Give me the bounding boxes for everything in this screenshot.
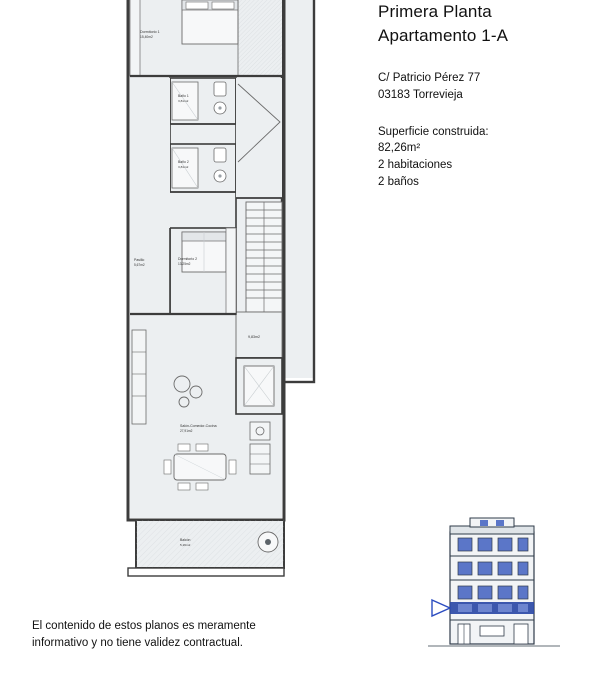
label-bano-1 xyxy=(178,94,189,103)
bathrooms-count: 2 baños xyxy=(378,175,419,188)
floor-plan-drawing xyxy=(122,0,322,592)
room-name: Salón-Comedor-Cocina xyxy=(180,424,217,428)
plan-title xyxy=(378,0,593,48)
title-line-apartment: Apartamento 1-A xyxy=(378,26,509,46)
building-elevation-drawing xyxy=(424,512,564,652)
landing-area-label: 9,83m2 xyxy=(248,335,260,339)
disclaimer-line-1: El contenido de estos planos es meramente xyxy=(32,620,256,632)
room-area: 5,26m2 xyxy=(180,543,191,547)
room-name: Balcón xyxy=(180,538,191,542)
room-name: Baño 2 xyxy=(178,160,189,164)
address-city: 03183 Torrevieja xyxy=(378,88,463,101)
elevator-shaft xyxy=(236,358,282,414)
info-panel xyxy=(378,0,593,190)
disclaimer xyxy=(32,618,352,651)
roof-parapet xyxy=(450,518,534,534)
room-pasillo xyxy=(130,78,170,314)
room-name: Dormitorio 1 xyxy=(140,30,160,34)
room-area: 3,81m2 xyxy=(178,99,189,103)
room-name: Baño 1 xyxy=(178,94,189,98)
surface-block xyxy=(378,124,593,191)
surface-value: 82,26m² xyxy=(378,142,421,155)
room-dormitorio-2 xyxy=(170,228,236,314)
room-area: 5,67m2 xyxy=(134,263,145,267)
highlighted-floor-band xyxy=(450,602,534,614)
address-block xyxy=(378,70,593,103)
room-name: Dormitorio 2 xyxy=(178,257,198,261)
room-area: 13,25m2 xyxy=(178,262,191,266)
label-bano-2 xyxy=(178,160,189,169)
surface-label: Superficie construida: xyxy=(378,125,489,138)
room-area: 3,81m2 xyxy=(178,165,189,169)
room-balcon xyxy=(128,520,284,568)
building-elevation xyxy=(424,512,564,652)
address-street: C/ Patricio Pérez 77 xyxy=(378,72,481,85)
bedrooms-count: 2 habitaciones xyxy=(378,158,453,171)
room-area: 15,40m2 xyxy=(140,35,153,39)
title-line-floor: Primera Planta xyxy=(378,2,492,21)
room-area: 27,91m2 xyxy=(180,429,193,433)
plan-facade-band xyxy=(128,568,284,576)
floor-plan xyxy=(122,0,322,582)
disclaimer-line-2: informativo y no tiene validez contractual. xyxy=(32,636,243,649)
room-name: Pasillo xyxy=(134,258,145,262)
floor-pointer-marker xyxy=(432,600,450,616)
